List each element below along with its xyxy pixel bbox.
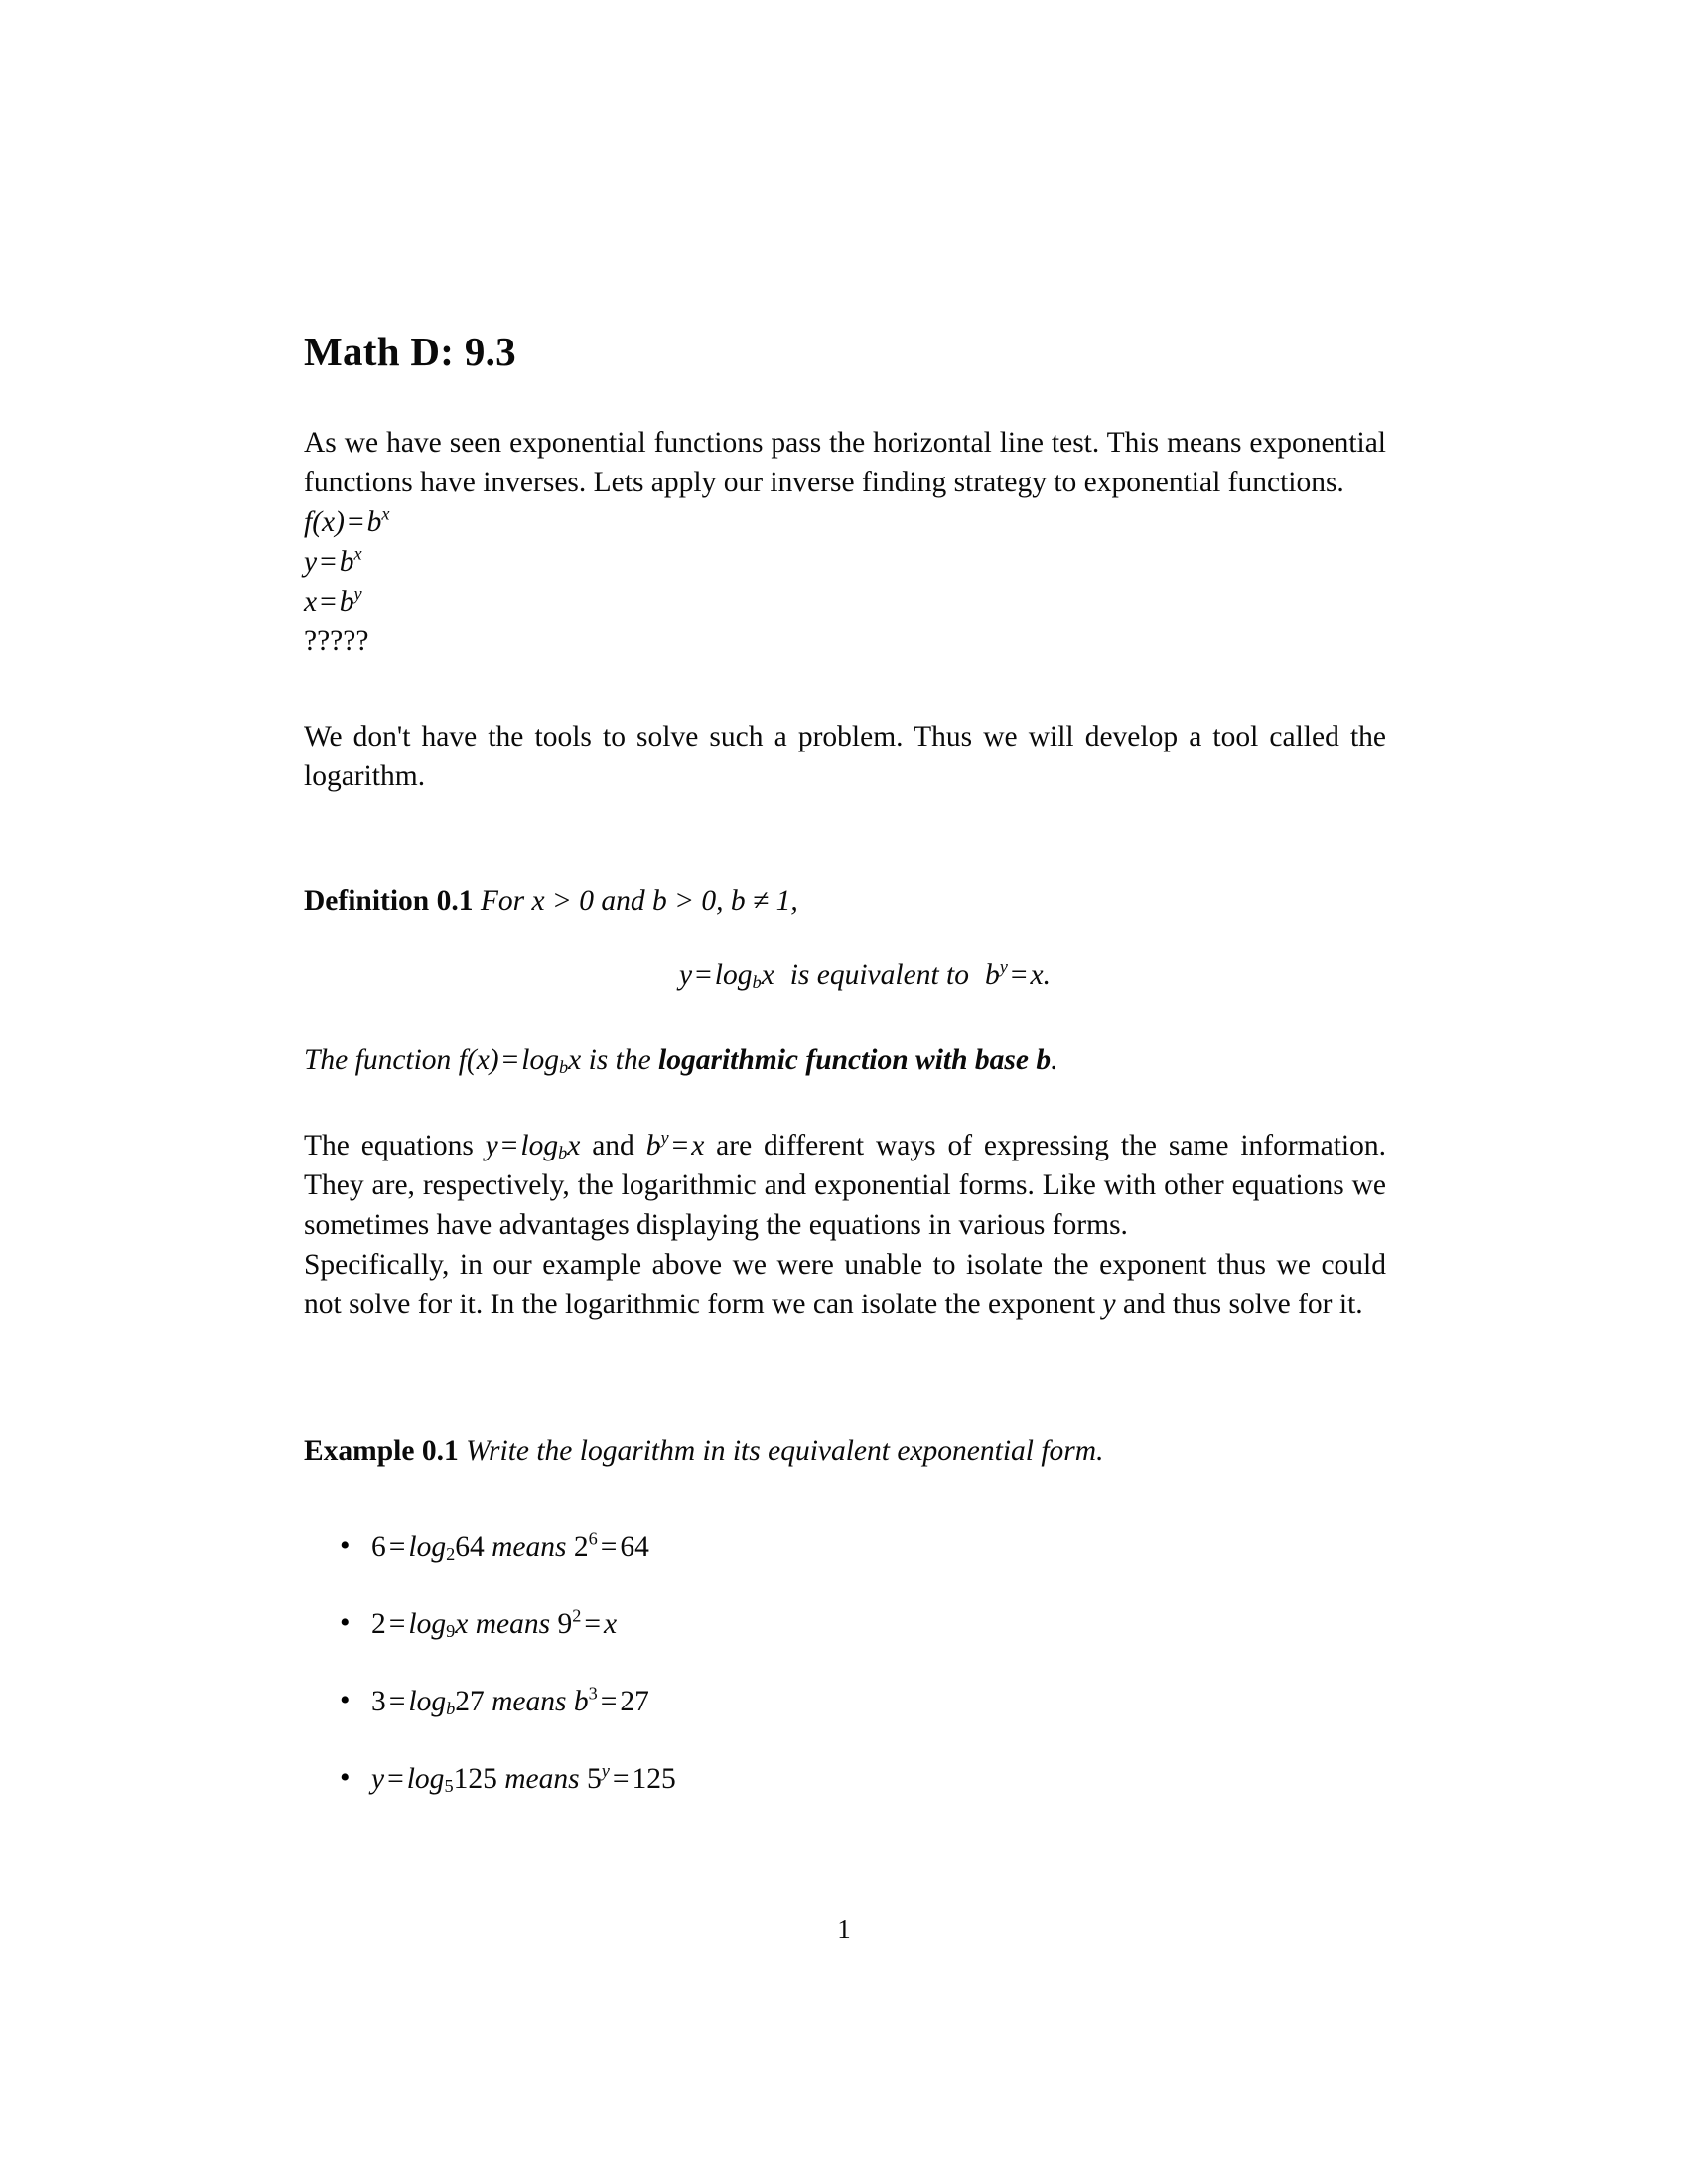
definition-note-prefix: The function [304,1044,459,1076]
equation-x-exponent: y [353,583,362,604]
spacer [304,921,1386,955]
list-item [304,1759,1386,1799]
equals-sign: = [388,1531,406,1563]
item-log-value: 6 [371,1531,386,1563]
list-item [304,1682,1386,1721]
intro-paragraph: As we have seen exponential functions pass the horizontal line test. This means exponential functions have inverses. Lets apply our inverse finding strategy to exponential functions. [304,427,1386,498]
item-means-word: means [504,1763,580,1795]
item-exp-result: 125 [632,1763,676,1795]
discussion-p1-exp-value: x [691,1130,705,1161]
equals-sign: = [612,1763,630,1795]
definition-condition-b: b [651,886,667,917]
display-eq-right-value: x. [1030,959,1051,991]
item-exp-power: 3 [588,1683,598,1704]
discussion-p1-log: log [520,1130,559,1161]
item-exp-base: 2 [573,1531,589,1563]
equals-sign: = [600,1686,618,1717]
item-means-word: means [475,1608,551,1640]
discussion-p2-part2: and thus solve for it. [1115,1289,1363,1320]
item-exp-base: b [573,1686,589,1717]
definition-note-middle: is the [581,1044,659,1076]
definition-condition-and: and [601,886,652,917]
spacer [304,1028,1386,1040]
equals-sign: = [695,959,712,991]
item-exp-result: 27 [620,1686,649,1717]
page-number: 1 [837,1914,851,1944]
unknown-marks [304,621,1386,661]
discussion-p1-log-arg: x [567,1130,581,1161]
discussion-p1-exp-base: b [645,1130,661,1161]
item-log-value: 3 [371,1686,386,1717]
spacer [304,870,1386,882]
spacer [304,1324,1386,1398]
display-eq-left-var: y [679,959,693,991]
example-heading [304,1432,1386,1471]
page-title: Math D: 9.3 [304,329,516,374]
item-log-base: 2 [446,1544,456,1565]
equation-fx [304,502,1386,542]
definition-condition-gt2: > 0, [666,886,731,917]
list-item [304,1604,1386,1644]
item-log-value: 2 [371,1608,386,1640]
equals-sign: = [387,1763,404,1795]
spacer [304,661,1386,717]
equals-sign: = [584,1608,601,1640]
discussion-p1-log-base: b [558,1143,568,1163]
equals-sign: = [1010,959,1028,991]
display-eq-right-exponent: y [999,956,1008,977]
equals-sign: = [671,1130,689,1161]
display-eq-log: log [714,959,753,991]
unknown-marks-text: ????? [304,625,369,657]
item-log-base: b [446,1699,456,1719]
spacer [304,796,1386,870]
spacer [304,1398,1386,1432]
discussion-p1-part3: are different ways of expressing the same information. They are, respectively, the logarithmic and exponential forms. Like with other equations we sometimes have advantages displaying the equations in various forms. [304,1130,1386,1241]
definition-condition-prefix: For [480,886,532,917]
item-means-word: means [492,1531,567,1563]
definition-note-suffix: . [1051,1044,1058,1076]
equation-x-base: b [339,586,354,617]
equals-sign: = [388,1686,406,1717]
definition-note [304,1040,1386,1080]
item-exp-power: 6 [588,1528,598,1549]
list-item [304,1527,1386,1567]
spacer [304,995,1386,1028]
equation-x-lhs: x [304,586,318,617]
item-exp-power: 2 [572,1605,582,1626]
discussion-paragraph-2 [304,1245,1386,1324]
equation-y-lhs: y [304,546,318,578]
definition-note-log-arg: x [568,1044,582,1076]
definition-condition [481,886,798,917]
item-log-base: 5 [444,1776,454,1797]
discussion-p1-part1: The equations [304,1130,486,1161]
display-eq-middle: is equivalent to [789,959,969,991]
example-list [304,1527,1386,1799]
equals-sign: = [320,546,337,578]
item-log-name: log [406,1763,445,1795]
equation-fx-exponent: x [381,503,390,524]
equation-y-base: b [339,546,354,578]
definition-note-log-base: b [558,1057,569,1078]
definition-display-equation [304,955,1386,995]
spacer [304,1114,1386,1126]
definition-note-log: log [521,1044,559,1076]
spacer [304,1080,1386,1114]
example-label: Example 0.1 [304,1435,459,1467]
definition-heading [304,882,1386,921]
discussion-paragraph-1 [304,1126,1386,1245]
item-log-arg: 125 [453,1763,497,1795]
discussion-p2-math-y: y [1102,1289,1116,1320]
item-log-value: y [371,1763,385,1795]
followup-paragraph: We don't have the tools to solve such a problem. Thus we will develop a tool called the logarithm. [304,721,1386,792]
example-prompt: Write the logarithm in its equivalent exponential form. [466,1435,1104,1467]
equals-sign: = [501,1044,519,1076]
item-log-name: log [408,1686,447,1717]
definition-condition-x: x [531,886,545,917]
equals-sign: = [388,1608,406,1640]
item-log-name: log [408,1608,447,1640]
item-log-base: 9 [446,1621,456,1642]
equation-y-exponent: x [353,543,362,564]
equation-y [304,542,1386,582]
equation-x [304,582,1386,621]
equals-sign: = [347,506,364,538]
item-log-arg: x [455,1608,469,1640]
equals-sign: = [320,586,337,617]
definition-condition-gt1: > 0 [544,886,602,917]
display-eq-log-arg: x [761,959,774,991]
definition-condition-b2: b [730,886,746,917]
item-exp-result: x [604,1608,618,1640]
definition-condition-neq: ≠ 1, [745,886,798,917]
equation-fx-lhs: f(x) [304,506,345,538]
discussion-p1-exp-power: y [660,1127,669,1148]
item-exp-power: y [601,1760,610,1781]
definition-note-fx: f(x) [458,1044,499,1076]
display-eq-right-base: b [984,959,1000,991]
equals-sign: = [500,1130,518,1161]
item-exp-base: 5 [586,1763,602,1795]
equals-sign: = [600,1531,618,1563]
item-log-arg: 27 [455,1686,485,1717]
equation-fx-base: b [366,506,382,538]
item-exp-result: 64 [620,1531,649,1563]
spacer [304,1471,1386,1527]
item-log-arg: 64 [455,1531,485,1563]
item-log-name: log [408,1531,447,1563]
item-means-word: means [492,1686,567,1717]
definition-note-bold-phrase: logarithmic function with base b [658,1044,1052,1076]
discussion-p1-part2: and [580,1130,646,1161]
discussion-p2-part1: Specifically, in our example above we were unable to isolate the exponent thus we could not solve for it. In the logarithmic form we can isolate the exponent [304,1249,1386,1320]
display-eq-log-base: b [752,972,762,993]
page-content [304,328,1386,1837]
item-exp-base: 9 [557,1608,573,1640]
discussion-p1-y: y [485,1130,498,1161]
definition-label: Definition 0.1 [304,886,474,917]
